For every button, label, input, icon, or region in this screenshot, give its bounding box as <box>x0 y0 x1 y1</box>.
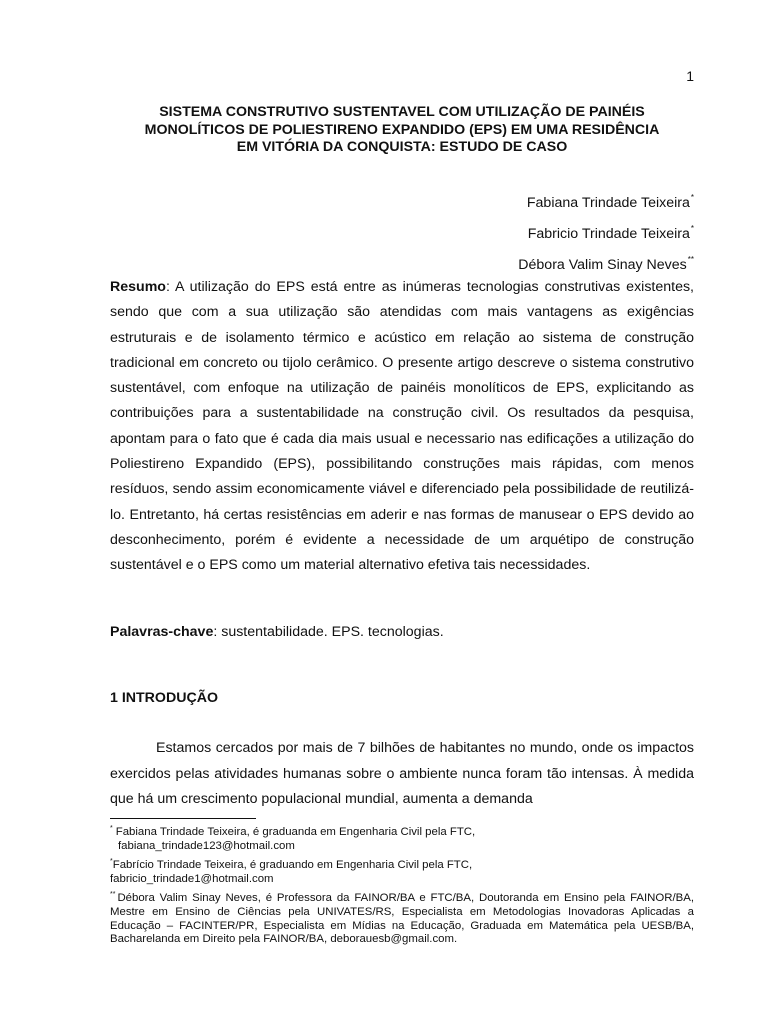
author-footnote-mark: * <box>690 193 694 202</box>
footnote-text: Fabiana Trindade Teixeira, é graduanda em Engenharia Civil pela FTC, <box>115 826 476 838</box>
footnote-text: Débora Valim Sinay Neves, é Professora da FAINOR/BA e FTC/BA, Doutoranda em Ensino pela FAINOR/BA, Mestre em Ensino de Ciências pela UNIVATES/RS, Especialista em Metodologias Inovadoras Aplicadas a Educação – FACINTER/PR, Especialista em Mídias na Educação, Graduada em Matemática pela UESB/BA, Bacharelanda em Direito pela FAINOR/BA, <box>110 892 694 946</box>
footnote-email: fabricio_trindade1@hotmail.com <box>110 872 274 885</box>
abstract-text: : A utilização do EPS está entre as inúmeras tecnologias construtivas existentes, sendo que com a sua utilização são atendidas com mais vantagens as exigências estruturais e de isolamento térmico e acústico em relação ao sistema de construção tradicional em concreto ou tijolo cerâmico. O presente artigo descreve o sistema construtivo sustentável, com enfoque na utilização de painéis monolíticos de EPS, explicitando as contribuições para a sustentabilidade na construção civil. Os resultados da pesquisa, apontam para o fato que é cada dia mais usual e necessario nas edificações a utilização do Poliestireno Expandido (EPS), possibilitando construções mais rápidas, com menos resíduos, sendo assim economicamente viável e diferenciado pela possibilidade de reutilizá-lo. Entretanto, há certas resistências em aderir e nas formas de manusear o EPS devido ao desconhecimento, porém é evidente a necessidade de um arquétipo de construção sustentável e o EPS como um material alternativo efetiva tais necessidades. <box>110 279 694 574</box>
footnotes <box>110 822 694 949</box>
title-line-3: EM VITÓRIA DA CONQUISTA: ESTUDO DE CASO <box>236 139 568 155</box>
paper-title <box>110 104 694 157</box>
footnote-email: fabiana_trindade123@hotmail.com <box>118 839 295 852</box>
author-name: Fabiana Trindade Teixeira <box>526 195 690 211</box>
title-line-2: MONOLÍTICOS DE POLIESTIRENO EXPANDIDO (EPS) EM UMA RESIDÊNCIA <box>144 121 660 138</box>
footnote-email: deborauesb@gmail.com. <box>330 933 458 946</box>
intro-paragraph: Estamos cercados por mais de 7 bilhões de habitantes no mundo, onde os impactos exercidos pelas atividades humanas sobre o ambiente nunca foram tão intensas. À medida que há um crescimento populacional mundial, aumenta a demanda <box>110 740 694 807</box>
author-footnote-mark: ** <box>687 255 694 264</box>
keywords <box>110 620 694 645</box>
footnote-text: Fabrício Trindade Teixeira, é graduando em Engenharia Civil pela FTC, <box>112 859 473 872</box>
title-line-1: SISTEMA CONSTRUTIVO SUSTENTAVEL COM UTILIZAÇÃO DE PAINÉIS <box>159 104 645 120</box>
footnote-3 <box>110 888 694 946</box>
abstract <box>110 275 694 579</box>
author-2 <box>518 216 694 247</box>
footnote-2 <box>110 855 694 886</box>
page-number: 1 <box>686 68 694 84</box>
author-name: Fabricio Trindade Teixeira <box>527 226 690 242</box>
keywords-label: Palavras-chave <box>110 624 214 640</box>
author-1 <box>518 185 694 216</box>
footnote-mark: * <box>110 825 113 832</box>
author-name: Débora Valim Sinay Neves <box>518 257 687 273</box>
footnote-1 <box>110 822 694 853</box>
abstract-label: Resumo <box>110 279 166 295</box>
footnote-mark: ** <box>110 891 116 899</box>
footnote-mark: * <box>110 858 113 866</box>
author-footnote-mark: * <box>690 224 694 233</box>
footnote-divider <box>110 818 256 819</box>
author-3 <box>518 247 694 278</box>
keywords-text: : sustentabilidade. EPS. tecnologias. <box>213 624 444 640</box>
section-heading: 1 INTRODUÇÃO <box>110 690 218 706</box>
author-list <box>518 185 694 278</box>
